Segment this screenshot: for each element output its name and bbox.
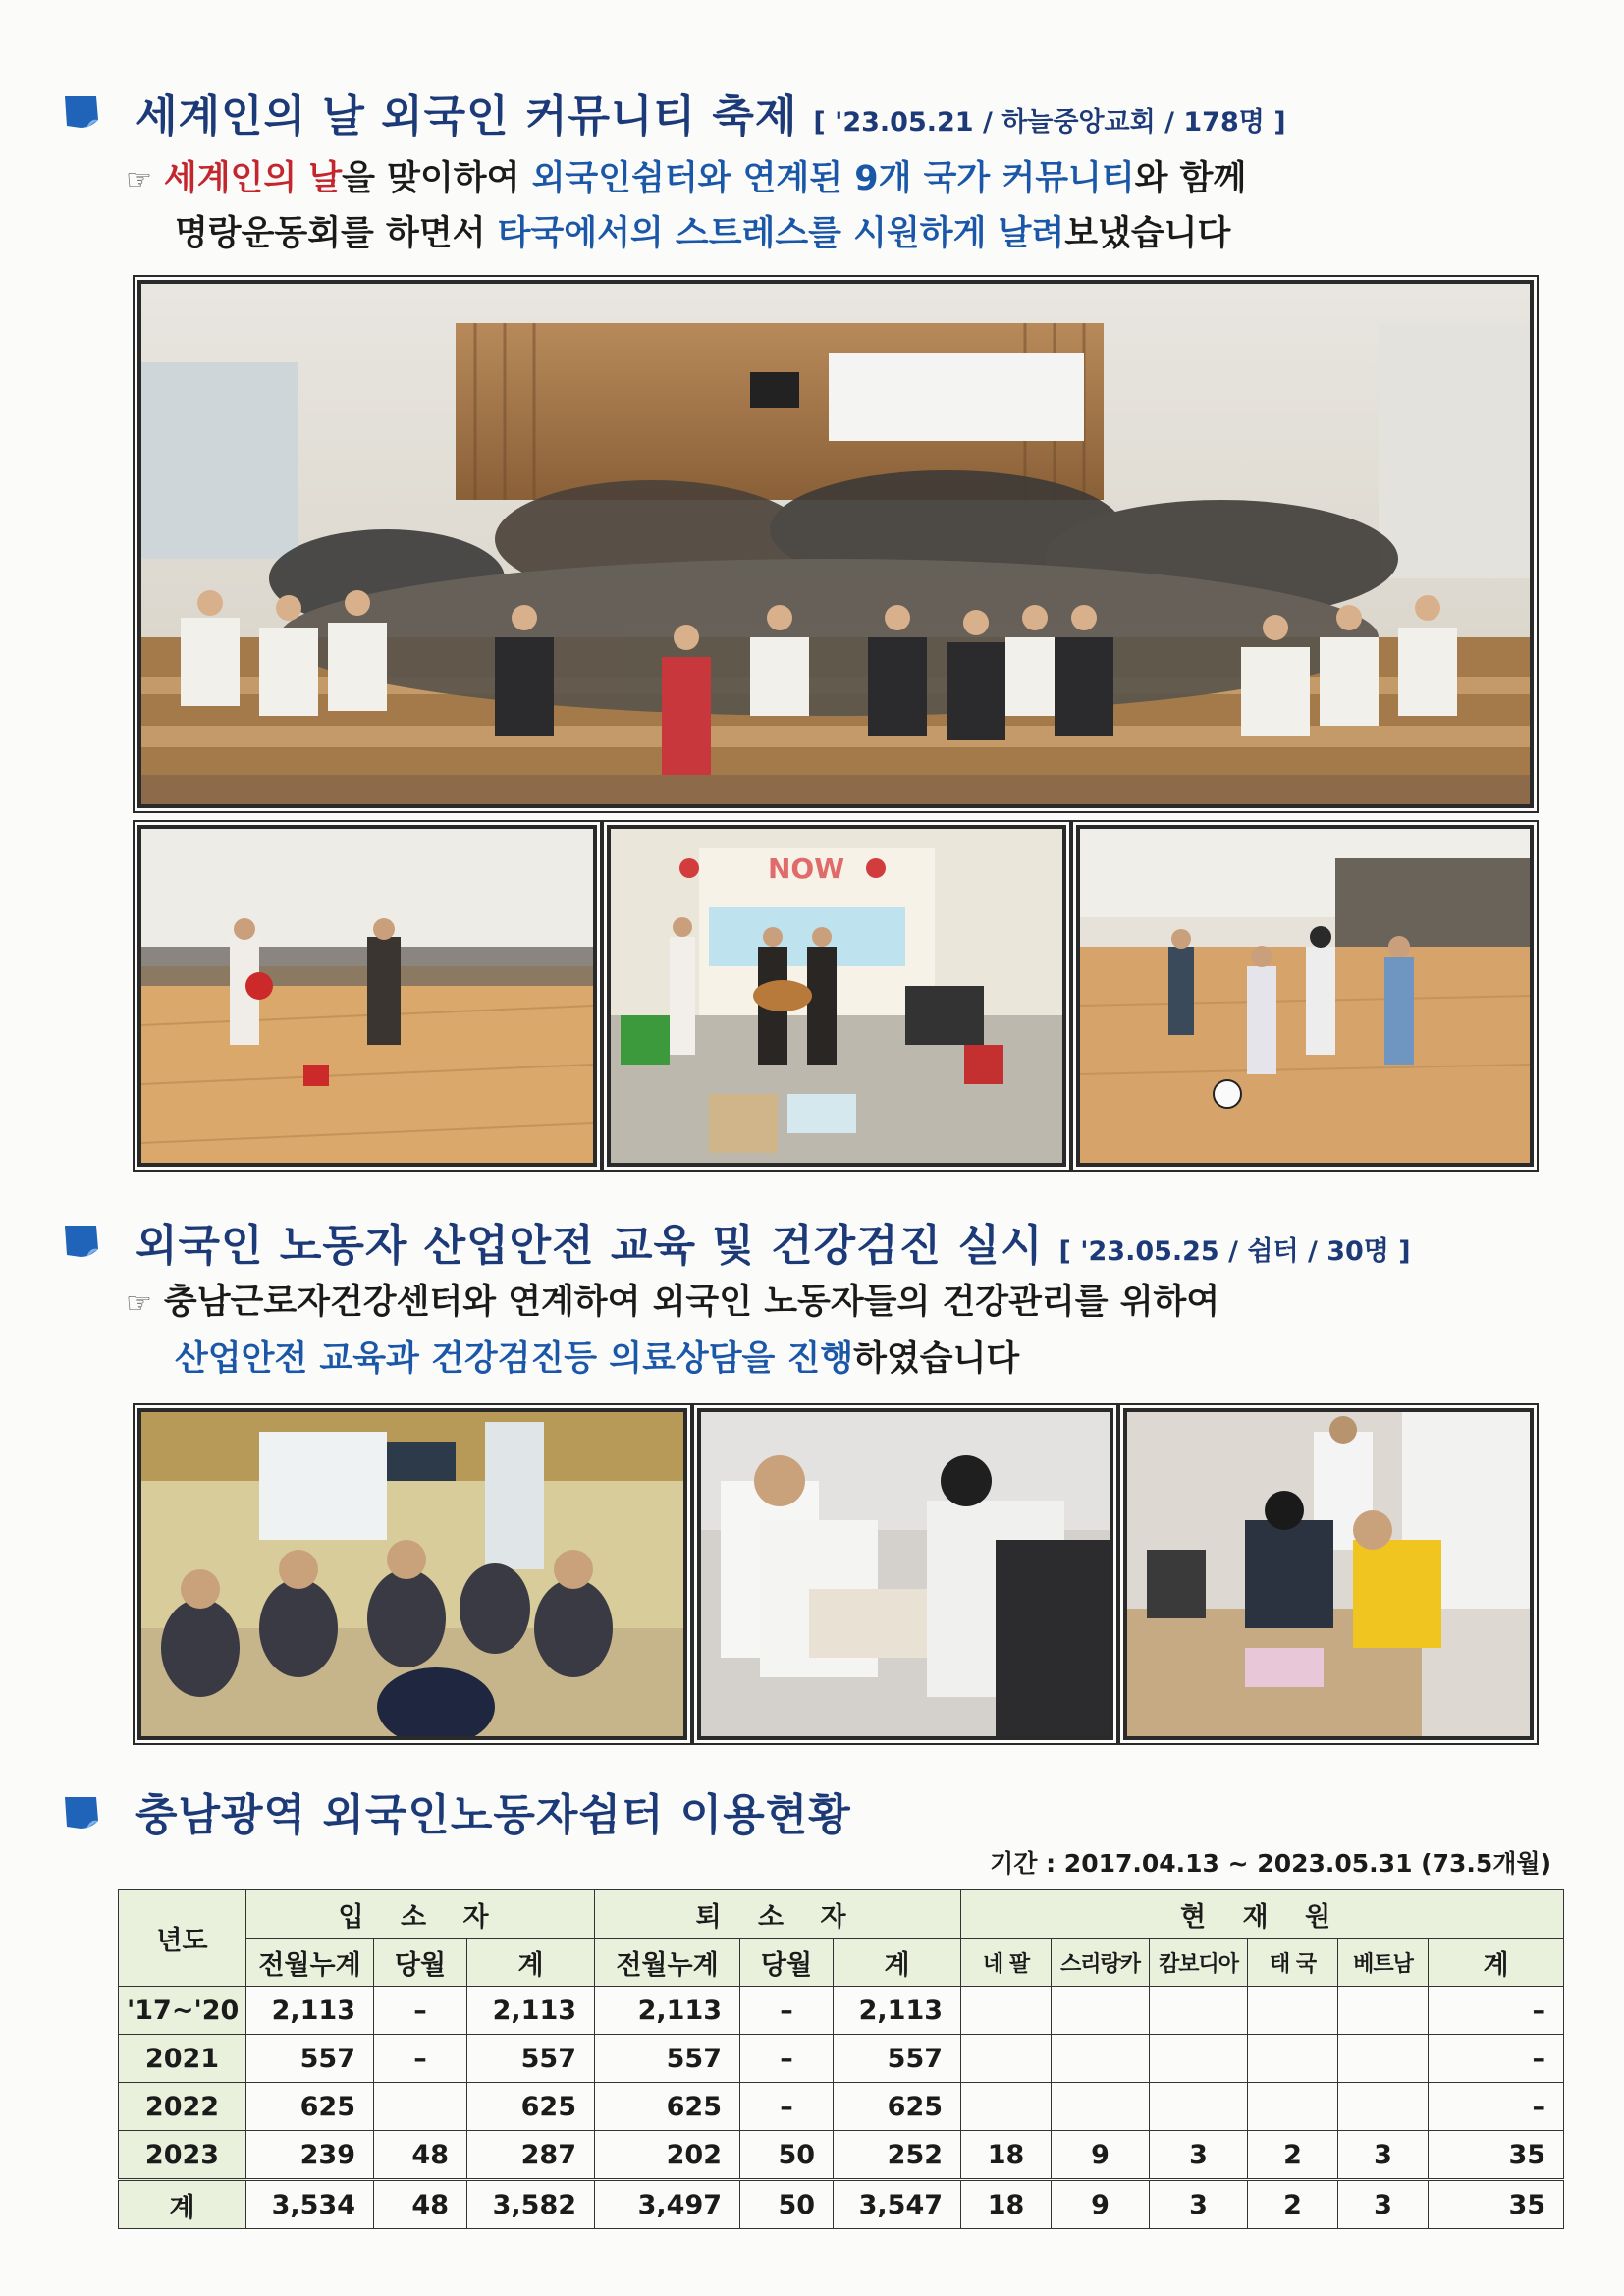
- table-row: [119, 2180, 1564, 2229]
- section2-title: 외국인 노동자 산업안전 교육 및 건강검진 실시: [135, 1221, 1044, 1271]
- table-cell: –: [374, 2035, 467, 2083]
- table-row: [119, 2131, 1564, 2180]
- column-header: 캄보디아: [1150, 1939, 1248, 1987]
- section2-meta: [ '23.05.25 / 쉼터 / 30명 ]: [1058, 1236, 1411, 1267]
- table-cell: –: [1429, 2083, 1564, 2131]
- group-photo: [137, 280, 1534, 808]
- section1-description-line1: [126, 153, 1246, 206]
- column-header: 베트남: [1338, 1939, 1429, 1987]
- table-cell: 625: [595, 2083, 740, 2131]
- table-row: [119, 2083, 1564, 2131]
- music-performance-photo: [607, 825, 1066, 1167]
- column-header: 네 팔: [961, 1939, 1052, 1987]
- table-cell: 3: [1338, 2180, 1429, 2229]
- table-cell: [1052, 2083, 1150, 2131]
- section2-heading: [135, 1210, 1411, 1273]
- table-cell: [1150, 2035, 1248, 2083]
- text-segment: 충남근로자건강센터와 연계하여 외국인 노동자들의 건강관리를 위하여: [163, 1283, 1220, 1322]
- table-cell: 287: [467, 2131, 595, 2180]
- table-cell: 2021: [119, 2035, 246, 2083]
- table-cell: [1338, 2035, 1429, 2083]
- table-cell: 2,113: [246, 1987, 374, 2035]
- section2-description-line1: [126, 1277, 1219, 1330]
- table-cell: 2: [1248, 2131, 1338, 2180]
- table-cell: 18: [961, 2180, 1052, 2229]
- section1-description-line2: [175, 208, 1230, 259]
- table-row: [119, 1987, 1564, 2035]
- column-header: 당월: [374, 1939, 467, 1987]
- table-cell: –: [1429, 1987, 1564, 2035]
- table-cell: 48: [374, 2131, 467, 2180]
- table-cell: 2,113: [834, 1987, 961, 2035]
- now-sign-text: NOW: [768, 852, 845, 885]
- table-cell: 2,113: [467, 1987, 595, 2035]
- text-segment: 명랑운동회를 하면서: [175, 214, 498, 253]
- table-cell: 3,547: [834, 2180, 961, 2229]
- table-cell: 9: [1052, 2131, 1150, 2180]
- section2-description-line2: [175, 1334, 1019, 1385]
- table-cell: [1338, 2083, 1429, 2131]
- table-cell: [1052, 1987, 1150, 2035]
- blood-pressure-check-photo: [1123, 1408, 1534, 1740]
- shelter-usage-table: [118, 1889, 1564, 2229]
- column-header: 계: [834, 1939, 961, 1987]
- pointing-hand-icon: ☞: [126, 163, 152, 197]
- table-cell: 202: [595, 2131, 740, 2180]
- table-cell: [961, 2083, 1052, 2131]
- pointing-hand-icon: ☞: [126, 1286, 152, 1321]
- table-cell: –: [740, 1987, 834, 2035]
- table-cell: –: [740, 2083, 834, 2131]
- table-cell: 239: [246, 2131, 374, 2180]
- table-cell: 50: [740, 2131, 834, 2180]
- table-cell: 3: [1150, 2131, 1248, 2180]
- table-cell: –: [1429, 2035, 1564, 2083]
- section-bullet-icon: [61, 1791, 102, 1832]
- discharge-header: 퇴 소 자: [595, 1890, 961, 1939]
- table-cell: [1052, 2035, 1150, 2083]
- current-header: 현 재 원: [961, 1890, 1564, 1939]
- table-cell: [1248, 1987, 1338, 2035]
- table-cell: 3,497: [595, 2180, 740, 2229]
- table-cell: 35: [1429, 2180, 1564, 2229]
- table-cell: [1150, 1987, 1248, 2035]
- column-header: 계: [1429, 1939, 1564, 1987]
- section1-heading: [135, 81, 1286, 143]
- text-segment: 을 맞이하여: [342, 159, 532, 198]
- table-cell: 2: [1248, 2180, 1338, 2229]
- safety-education-photo: [137, 1408, 687, 1740]
- section-bullet-icon: [61, 90, 102, 132]
- table-cell: –: [374, 1987, 467, 2035]
- table-cell: [1338, 1987, 1429, 2035]
- column-header: 전월누계: [595, 1939, 740, 1987]
- table-cell: 50: [740, 2180, 834, 2229]
- table-cell: 557: [246, 2035, 374, 2083]
- table-cell: 557: [467, 2035, 595, 2083]
- table-cell: –: [740, 2035, 834, 2083]
- table-cell: [374, 2083, 467, 2131]
- section1-meta: [ '23.05.21 / 하늘중앙교회 / 178명 ]: [813, 107, 1286, 137]
- table-cell: [1150, 2083, 1248, 2131]
- table-cell: 35: [1429, 2131, 1564, 2180]
- table-cell: [961, 2035, 1052, 2083]
- table-cell: 2,113: [595, 1987, 740, 2035]
- table-row: [119, 2035, 1564, 2083]
- admission-header: 입 소 자: [246, 1890, 595, 1939]
- section1-title: 세계인의 날 외국인 커뮤니티 축제: [135, 91, 798, 141]
- text-segment: 하였습니다: [853, 1339, 1020, 1379]
- table-cell: 557: [595, 2035, 740, 2083]
- highlight-health-check: 산업안전 교육과 건강검진등 의료상담을 진행: [175, 1339, 854, 1379]
- table-cell: 3: [1338, 2131, 1429, 2180]
- highlight-world-day: 세계인의 날: [163, 159, 343, 198]
- soccer-game-photo: [1076, 825, 1534, 1167]
- section-bullet-icon: [61, 1220, 102, 1261]
- table-cell: 2022: [119, 2083, 246, 2131]
- period-text: 기간 : 2017.04.13 ~ 2023.05.31 (73.5개월): [990, 1849, 1551, 1878]
- highlight-stress: 타국에서의 스트레스를 시원하게 날려: [497, 214, 1065, 253]
- table-cell: 18: [961, 2131, 1052, 2180]
- table-cell: 계: [119, 2180, 246, 2229]
- column-header: 계: [467, 1939, 595, 1987]
- table-cell: 625: [834, 2083, 961, 2131]
- column-header: 스리랑카: [1052, 1939, 1150, 1987]
- table-cell: 3,534: [246, 2180, 374, 2229]
- table-cell: 2023: [119, 2131, 246, 2180]
- section3-title: 충남광역 외국인노동자쉼터 이용현황: [135, 1790, 851, 1840]
- table-cell: [1248, 2035, 1338, 2083]
- table-cell: 252: [834, 2131, 961, 2180]
- table-cell: 3,582: [467, 2180, 595, 2229]
- text-segment: 와 함께: [1134, 159, 1247, 198]
- table-cell: [1248, 2083, 1338, 2131]
- column-header: 태 국: [1248, 1939, 1338, 1987]
- table-cell: 557: [834, 2035, 961, 2083]
- text-segment: 보냈습니다: [1064, 214, 1231, 253]
- year-header: 년도: [119, 1890, 246, 1987]
- column-header: 당월: [740, 1939, 834, 1987]
- table-cell: 625: [467, 2083, 595, 2131]
- table-cell: 48: [374, 2180, 467, 2229]
- highlight-community: 외국인쉼터와 연계된 9개 국가 커뮤니티: [531, 159, 1135, 198]
- column-header: 전월누계: [246, 1939, 374, 1987]
- table-cell: 3: [1150, 2180, 1248, 2229]
- table-cell: 625: [246, 2083, 374, 2131]
- medical-consultation-photo: [697, 1408, 1113, 1740]
- table-cell: [961, 1987, 1052, 2035]
- ball-game-photo: [137, 825, 597, 1167]
- table-cell: 9: [1052, 2180, 1150, 2229]
- table-cell: '17~'20: [119, 1987, 246, 2035]
